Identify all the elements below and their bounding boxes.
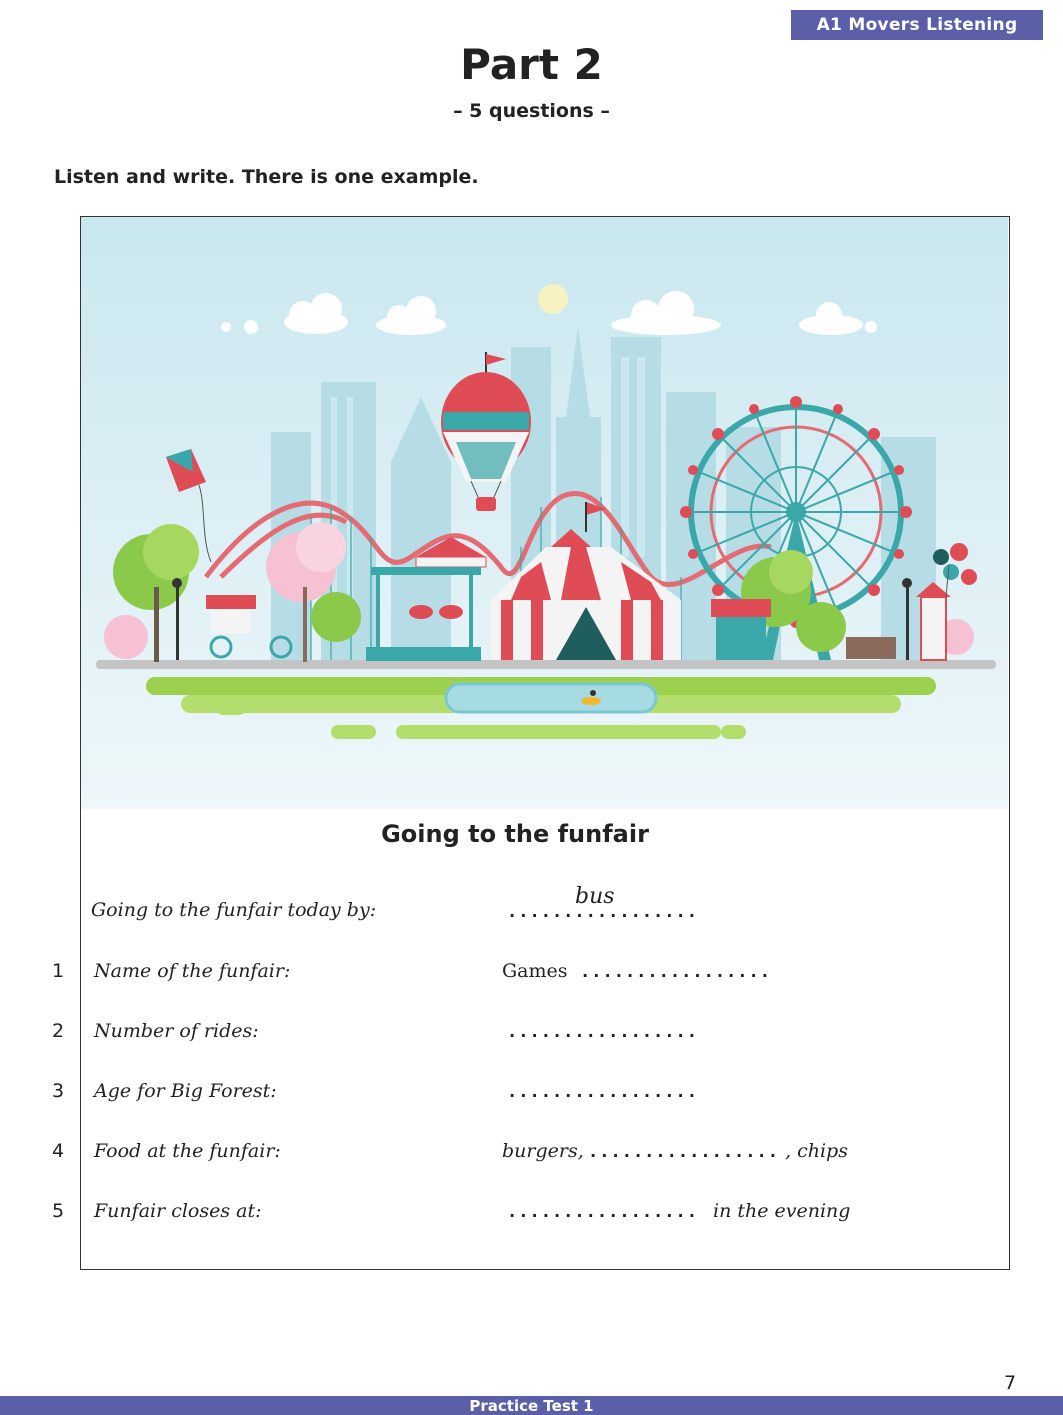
question-label: Food at the funfair: <box>94 1140 281 1162</box>
part-subtitle: – 5 questions – <box>453 100 610 122</box>
question-suffix: in the evening <box>713 1200 851 1222</box>
question-label: Number of rides: <box>94 1020 259 1042</box>
example-answer: bus <box>575 884 615 909</box>
part-title: Part 2 <box>460 40 603 89</box>
funfair-illustration-icon <box>81 217 1008 809</box>
task-box <box>80 216 1010 1270</box>
question-number: 2 <box>52 1020 65 1042</box>
question-prefix: burgers, <box>502 1140 584 1162</box>
question-prefix: Games <box>502 960 568 982</box>
question-number: 1 <box>52 960 65 982</box>
pond <box>446 684 656 712</box>
page-number: 7 <box>1004 1372 1017 1394</box>
sun-icon <box>538 284 568 314</box>
answer-blank-4[interactable]: ................. <box>588 1142 779 1162</box>
question-label: Age for Big Forest: <box>94 1080 277 1102</box>
footer-bar <box>0 1396 1063 1415</box>
test-name: Practice Test 1 <box>469 1396 594 1415</box>
form-title: Going to the funfair <box>381 820 649 848</box>
example-label: Going to the funfair today by: <box>91 899 377 921</box>
question-number: 4 <box>52 1140 65 1162</box>
answer-blank-3[interactable]: ................. <box>507 1082 698 1102</box>
question-label: Funfair closes at: <box>94 1200 262 1222</box>
answer-blank-1[interactable]: ................. <box>580 962 771 982</box>
instruction-text: Listen and write. There is one example. <box>54 166 479 188</box>
question-label: Name of the funfair: <box>94 960 291 982</box>
answer-blank-2[interactable]: ................. <box>507 1022 698 1042</box>
answer-blank-5[interactable]: ................. <box>507 1202 698 1222</box>
example-blank: ................. <box>507 902 698 922</box>
question-suffix: , chips <box>785 1140 848 1162</box>
question-number: 5 <box>52 1200 65 1222</box>
ground-path <box>96 660 996 669</box>
level-tag: A1 Movers Listening <box>791 10 1043 40</box>
question-number: 3 <box>52 1080 65 1102</box>
